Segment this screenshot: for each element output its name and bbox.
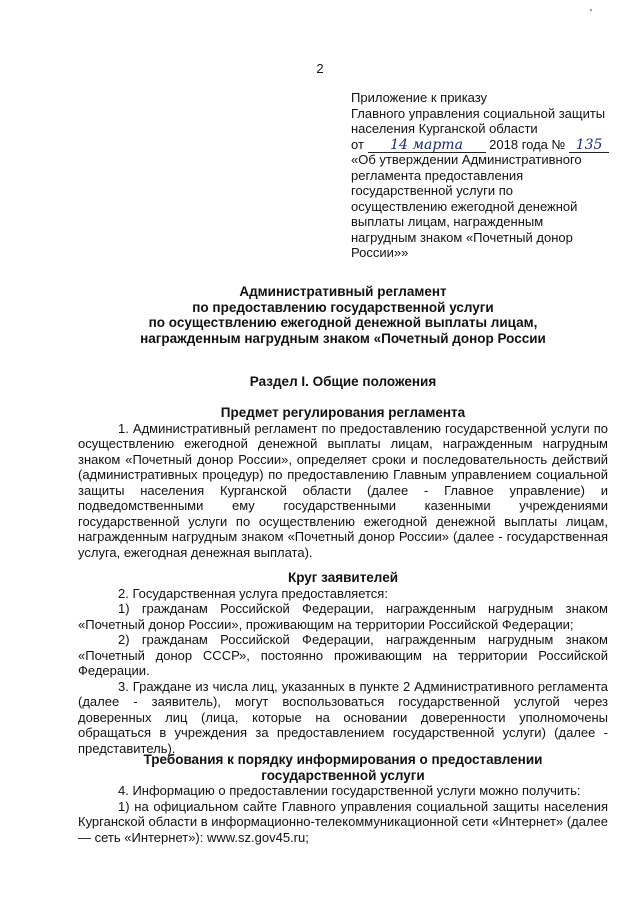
subsection-title-line: государственной услуги xyxy=(261,767,425,783)
paragraph-2-item-2: 2) гражданам Российской Федерации, награжденным нагрудным знаком «Почетный донор СССР», постоянно проживающим на территории Российской Федерации. xyxy=(78,632,608,678)
title-line: по предоставлению государственной услуги xyxy=(192,299,494,315)
paragraph-2-item-1: 1) гражданам Российской Федерации, награжденным нагрудным знаком «Почетный донор России», проживающим на территории Российской Федерации; xyxy=(78,601,608,632)
appendix-subject-line: нагрудным знаком «Почетный донор xyxy=(351,229,573,245)
page-number: 2 xyxy=(316,61,324,76)
date-prefix: от xyxy=(351,136,364,152)
subsection-title-line: Требования к порядку информирования о предоставлении xyxy=(143,752,543,767)
paragraph-4-item-1: 1) на официальном сайте Главного управления социальной защиты населения Курганской области в информационно-телекоммуникационной сети «Интернет» (далее — сеть «Интернет»): www.sz.gov45.ru; xyxy=(78,798,608,845)
handwritten-number: 135 xyxy=(569,139,609,153)
appendix-line: населения Курганской области xyxy=(351,121,538,136)
title-line: по осуществлению ежегодной денежной выплаты лицам, xyxy=(148,315,538,330)
title-line: Административный регламент xyxy=(239,284,447,299)
paragraph-4: 4. Информацию о предоставлении государственной услуги можно получить: xyxy=(118,783,581,798)
appendix-subject-line: регламента предоставления xyxy=(351,167,524,183)
subsection-title: Предмет регулирования регламента xyxy=(220,405,466,420)
document-title xyxy=(78,284,608,346)
paragraph-2: 2. Государственная услуга предоставляется: xyxy=(118,585,388,601)
appendix-subject-line: «Об утверждении Административного xyxy=(351,152,582,167)
appendix-line: Приложение к приказу xyxy=(351,90,488,105)
paragraph-3: 3. Граждане из числа лиц, указанных в пункте 2 Административного регламента (далее - заявитель), могут воспользоваться государственной услугой через доверенных лиц (лица, которые на основании доверенности уполномочены обращаться в учреждения за предоставлением государственной услуги) (далее - представитель). xyxy=(78,678,608,756)
appendix-block xyxy=(351,90,621,261)
paragraph-1: 1. Административный регламент по предоставлению государственной услуги по осуществлению ежегодной денежной выплаты лицам, награжденным нагрудным знаком «Почетный донор России», определяет сроки и последовательность действий (административных процедур) по предоставлению Главным управлением социальной защиты населения Курганской области (далее - Главное управление) и подведомственными ему государственными казенными учреждениями государственной услуги по осуществлению ежегодной денежной выплаты лицам, награжденным нагрудным знаком «Почетный донор России» (далее - государственная услуга, ежегодная денежная выплата). xyxy=(78,420,608,560)
subsection-subject xyxy=(78,405,608,560)
appendix-subject-line: выплаты лицам, награжденным xyxy=(351,214,544,229)
appendix-subject-line: государственной услуги по xyxy=(351,183,514,198)
year-text: 2018 года № xyxy=(489,136,566,152)
appendix-line: Главного управления социальной защиты xyxy=(351,105,606,121)
appendix-subject-line: осуществлению ежегодной денежной xyxy=(351,198,578,214)
handwritten-date: 14 марта xyxy=(368,139,486,153)
section-heading xyxy=(78,374,608,390)
corner-mark: ' xyxy=(590,8,592,19)
subsection-informing xyxy=(78,752,608,845)
appendix-subject-line: России»» xyxy=(351,245,409,260)
subsection-title: Круг заявителей xyxy=(287,570,399,585)
subsection-applicants xyxy=(78,570,608,756)
section-title: Раздел I. Общие положения xyxy=(249,374,437,389)
title-line: награжденным нагрудным знаком «Почетный донор России xyxy=(140,330,546,346)
appendix-date-line xyxy=(351,137,621,153)
